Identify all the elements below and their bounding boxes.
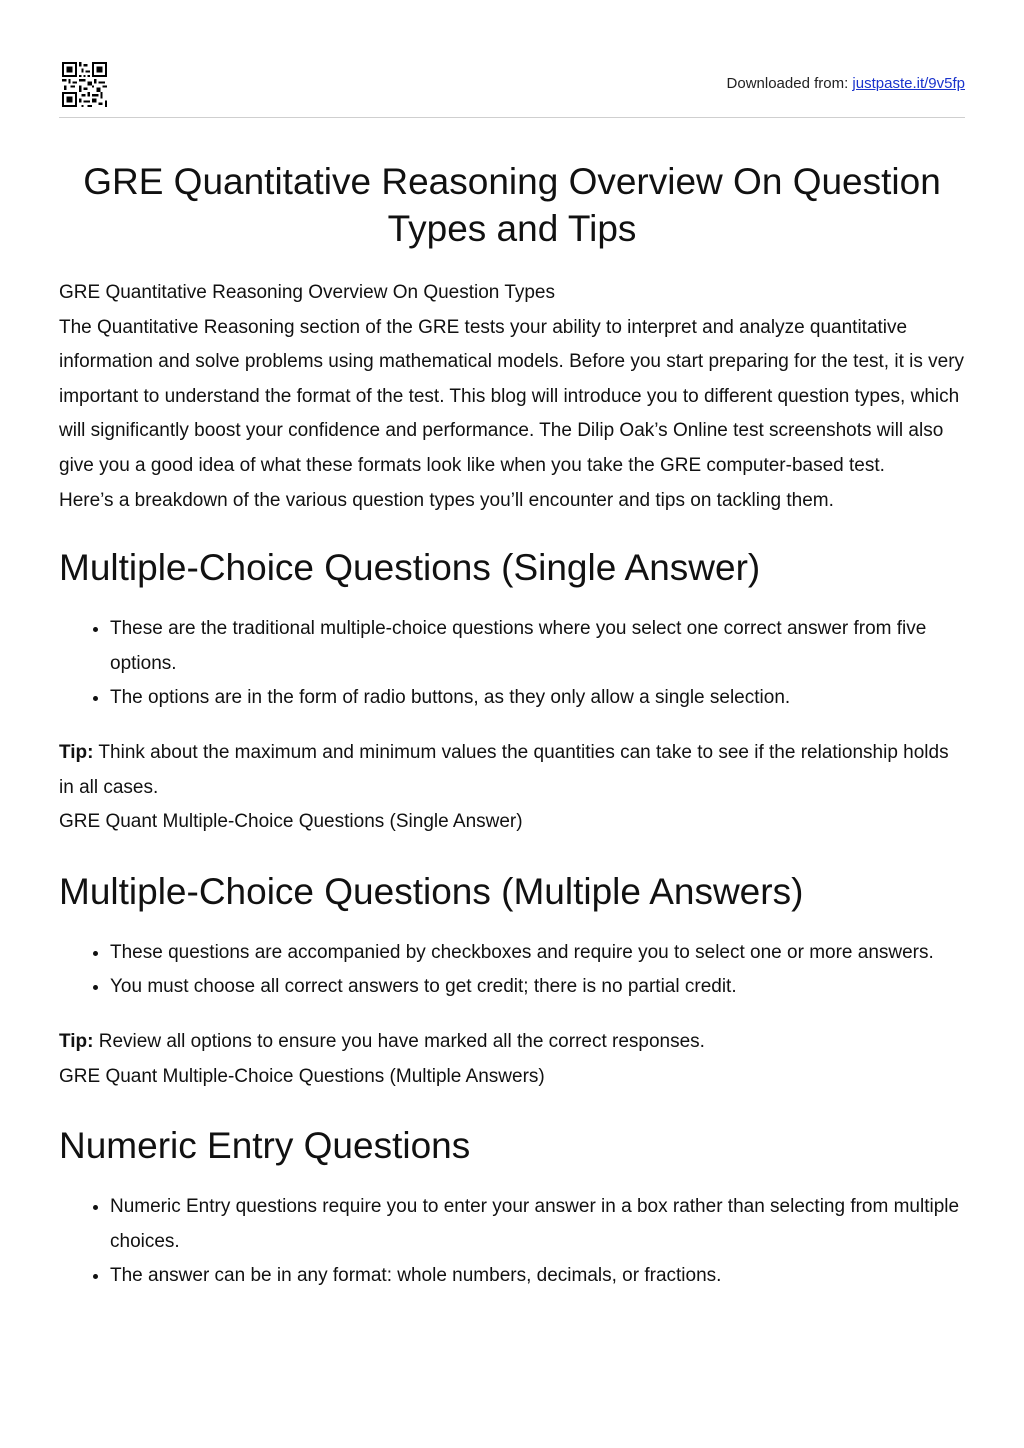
downloaded-label: Downloaded from: (726, 75, 853, 92)
tip-paragraph (59, 1025, 965, 1060)
source-link[interactable]: justpaste.it/9v5fp (852, 75, 965, 92)
image-caption: GRE Quant Multiple-Choice Questions (Multiple Answers) (59, 1065, 545, 1087)
intro-section (59, 276, 965, 518)
list-item: • You must choose all correct answers to get credit; there is no partial credit. (110, 970, 965, 1005)
intro-subtitle: GRE Quantitative Reasoning Overview On Question Types (59, 282, 556, 303)
image-caption: GRE Quant Multiple-Choice Questions (Single Answer) (59, 811, 523, 833)
tip-paragraph (59, 736, 965, 805)
document-page (59, 0, 965, 1294)
section-heading: Multiple-Choice Questions (Multiple Answers) (59, 870, 804, 912)
tip-text: Review all options to ensure you have marked all the correct responses. (93, 1030, 705, 1052)
downloaded-from (727, 75, 965, 92)
tip-block (59, 1025, 965, 1094)
bullet-list (59, 612, 965, 716)
section-heading: Multiple-Choice Questions (Single Answer) (59, 547, 761, 589)
list-item: • These are the traditional multiple-choice questions where you select one correct answer from five options. (110, 612, 965, 681)
bullet-list (59, 936, 965, 1005)
list-item: • The answer can be in any format: whole numbers, decimals, or fractions. (110, 1259, 965, 1294)
tip-text: Think about the maximum and minimum values the quantities can take to see if the relationship holds in all cases. (59, 741, 949, 798)
page-header (59, 0, 965, 118)
list-item: • These questions are accompanied by checkboxes and require you to select one or more answers. (110, 936, 965, 971)
intro-breakdown: Here’s a breakdown of the various question types you’ll encounter and tips on tackling them. (59, 489, 834, 511)
list-item: • The options are in the form of radio buttons, as they only allow a single selection. (110, 681, 965, 716)
qr-code-icon (62, 62, 107, 107)
page-title: GRE Quantitative Reasoning Overview On Question Types and Tips (83, 161, 941, 249)
list-item: • Numeric Entry questions require you to enter your answer in a box rather than selecting from multiple choices. (110, 1190, 965, 1259)
bullet-list (59, 1190, 965, 1294)
tip-block (59, 736, 965, 840)
section-heading: Numeric Entry Questions (59, 1125, 471, 1167)
intro-body: The Quantitative Reasoning section of the GRE tests your ability to interpret and analyze quantitative information and solve problems using mathematical models. Before you start preparing for the test, it is very important to understand the format of the test. This blog will introduce you to different question types, which will significantly boost your confidence and performance. The Dilip Oak’s Online test screenshots will also give you a good idea of what these formats look like when you take the GRE computer-based test. (59, 316, 965, 476)
tip-label: Tip: (59, 741, 94, 763)
tip-label: Tip: (59, 1030, 94, 1052)
